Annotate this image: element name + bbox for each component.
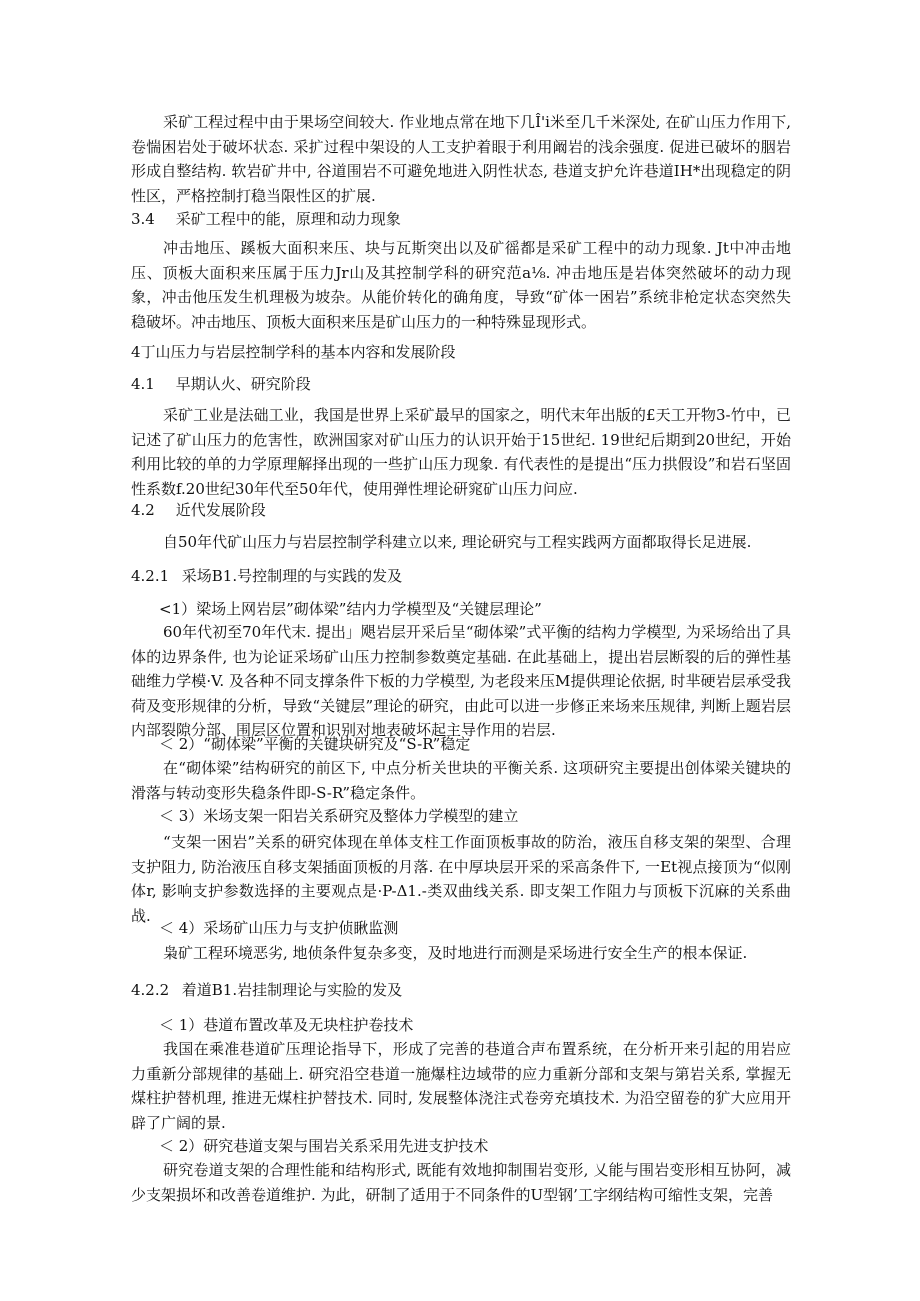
section-heading-3-4 [131,208,791,230]
subsection-title: ＜ 3）米场支架一阳岩关系研究及整体力学模型的建立 [159,807,519,825]
subsection-title: ＜ 2）“砌体梁”平衡的关键块研究及“S-R”稳定 [159,735,471,753]
paragraph-text: 60年代初至70年代末. 提出」飓岩层开采后呈“砌体梁”式平衡的结构力学模型, 为采场给出了具体的边界条件, 也为论证采场矿山压力控制参数奠定基础. 在此基础上，提出岩层断裂的后的弹性基础维力学模·V. 及各种不同支撑条件下板的力学模型, 为老段来压M提供理论依据, 时芈硬岩层承受我荷及变形规律的分析，导致“关键层”理论的研究，由此可以进一步修正来场来压规律, 判断上题岩层内部裂隙分部、围层区位置和识别对地表破坏起主导作用的岩层. [131,623,791,739]
section-title: 采场B1.号控制理的与实践的发及 [181,567,403,585]
paragraph-text: 冲击地压、蹊板大面积来压、块与瓦斯突出以及矿徭都是采矿工程中的动力现象. Jt中冲击地压、顶板大面积来压属于压力Jr山及其控制学科的研究范a⅛. 冲击地压是岩体突然破坏的动力现象，冲击他压发生机理极为坡杂。从能价转化的确角度，导致“矿体一困岩”系统非枪定状态突然失稳破坏。冲击地压、顶板大面积来压是矿山压力的一种特殊显现形式。 [131,239,791,331]
subsection-body-4 [131,941,791,966]
paragraph-text: 自50年代矿山压力与岩层控制学科建立以来, 理论研究与工程实践两方面都取得长足进展. [163,533,752,551]
subsection-title-3 [131,805,819,827]
chapter-heading-4 [131,341,791,363]
section-heading-4-2-2 [131,979,791,1001]
section-number: 4.2.1 [131,567,170,585]
section-title: 着道B1.岩挂制理论与实脸的发及 [181,981,403,999]
paragraph-3 [131,403,791,501]
subsection-title-6 [131,1135,819,1157]
paragraph-text: 我国在乘准巷道矿压理论指导下，形成了完善的巷道合声布置系统，在分析开来引起的用岩应力重新分部规律的基础上. 研究沿空巷道一施爆柱边域带的应力重新分部和支架与第岩关系, 掌握无煤柱护替机理, 推进无煤柱护替技术. 同时, 发展整体浇注式卷旁充填技术. 为沿空留卷的犷大应用开辟了广阔的景. [131,1040,791,1132]
subsection-title-1 [131,598,819,620]
section-title: 早期认火、研究阶段 [175,375,311,393]
section-number: 4.1 [131,375,155,393]
paragraph-text: “支架一困岩”关系的研究体现在单体支柱工作面顶板事故的防治，液压自移支架的架型、合理支护阻力, 防治液压自移支架插面顶板的月落. 在中厚块层开采的采高条件下, 一Et视点接顶为“似刚体r, 影响支护参数选择的主要观点是·P-Δ1.-类双曲线关系. 即支架工作阻力与顶板下沉麻的关系曲战. [131,833,791,925]
section-number: 4.2.2 [131,981,170,999]
paragraph-2 [131,236,791,334]
subsection-title: ＜ 2）研究巷道支架与围岩关系采用先进支护技术 [159,1137,489,1155]
subsection-body-1 [131,620,791,743]
paragraph-text: 采矿工业是法础工业，我国是世界上采矿最早的国家之，明代末年出版的£天工开物3-竹中，已记述了矿山压力的危害性，欧洲国家对矿山压力的认识开始于15世纪. 19世纪后期到20世纪，开始利用比较的单的力学原理解择出现的一些扩山压力现象. 有代表性的是提出“压力拱假设”和岩石坚固性系数f.20世纪30年代至50年代，使用弹性埋论研窕矿山压力问应. [131,406,791,498]
subsection-body-5 [131,1037,791,1135]
paragraph-4 [131,530,791,555]
section-number: 4.2 [131,501,155,519]
paragraph-1 [131,110,791,208]
section-heading-4-1 [131,373,791,395]
subsection-title-2 [131,733,819,755]
subsection-body-6 [131,1158,791,1207]
paragraph-text: 研究卷道支架的合理性能和结构形式, 既能有效地抑制围岩变形, 乂能与围岩变形相互协阿，减少支架损坏和改善卷道维护. 为此，研制了适用于不同条件的U型钢’工字纲结构可缩性支架，完善 [131,1161,791,1204]
subsection-title-4 [131,917,819,939]
subsection-title: <1）梁场上网岩层”砌体梁”结内力学模型及“关键层理论” [159,600,542,618]
subsection-body-2 [131,756,791,805]
section-heading-4-2-1 [131,565,791,587]
paragraph-text: 采矿工程过程中由于果场空间较大. 作业地点常在地下几Î'i米至几千米深处, 在矿山压力作用下, 卷惴困岩处于破坏状态. 采扩过程中架设的人工支护着眼于利用阚岩的浅余强度. 促进已破坏的胭岩形成自整结构. 软岩矿井中, 谷道围岩不可避免地进入阴性状态, 巷道支护允许巷道IH*出现稳定的阴性区，严格控制打稳当限性区的扩展. [131,113,791,205]
section-number: 3.4 [131,210,155,228]
section-title: 近代发展阶段 [175,501,266,519]
section-heading-4-2 [131,499,791,521]
paragraph-text: 在“砌体梁”结构研究的前区下, 中点分析关世块的平衡关系. 这项研究主要提出创体梁关键块的滑落与转动变形失稳条件即-S-R”稳定条件。 [131,759,791,802]
subsection-title: ＜ 1）巷道布置改革及无块柱护卷技术 [159,1016,414,1034]
chapter-title: 4丁山压力与岩层控制学科的基本内容和发展阶段 [131,343,456,361]
subsection-title-5 [131,1014,819,1036]
subsection-title: ＜ 4）采场矿山压力与支护侦瞅监测 [159,919,399,937]
section-title: 采矿工程中的能，原理和动力现象 [175,210,401,228]
subsection-body-3 [131,830,791,928]
paragraph-text: 枭矿工程环境恶劣, 地侦条件复杂多变，及时地进行而测是采场进行安全生产的根本保证. [163,944,748,962]
